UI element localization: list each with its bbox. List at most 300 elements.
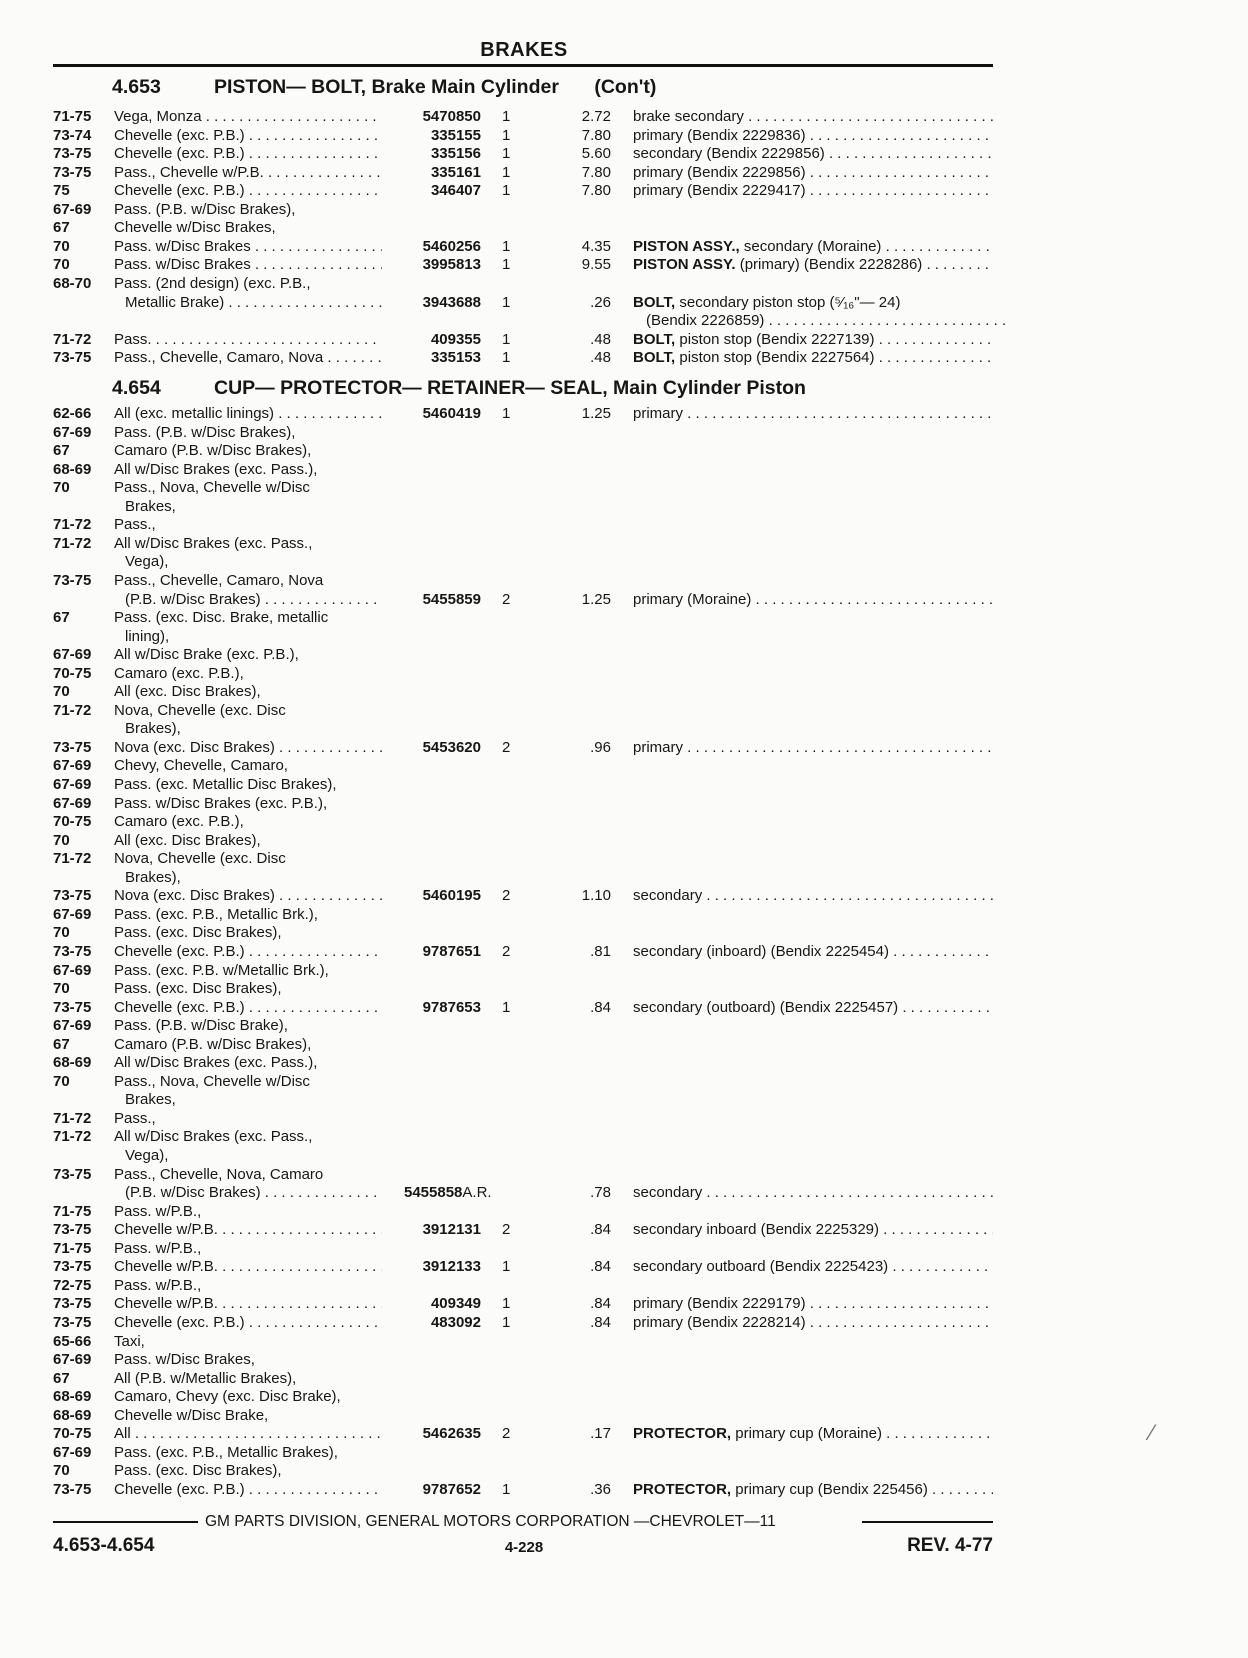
model-years: 68-69 bbox=[53, 460, 92, 478]
parts-row bbox=[0, 1203, 1248, 1221]
application-description: (P.B. w/Disc Brakes) . . . bbox=[125, 1184, 382, 1202]
model-years: 73-75 bbox=[53, 349, 92, 367]
model-years: 67-69 bbox=[53, 423, 92, 441]
application-description: Chevelle w/P.B. . . . bbox=[114, 1295, 382, 1313]
application-description: Pass. (exc. P.B. w/Metallic Brk.), bbox=[114, 961, 329, 979]
remarks bbox=[633, 127, 993, 145]
remarks bbox=[633, 1221, 993, 1239]
model-years: 62-66 bbox=[53, 405, 92, 422]
remark-text: primary (Bendix 2229179) bbox=[633, 1295, 806, 1313]
model-years: 68-69 bbox=[53, 1388, 92, 1406]
parts-row bbox=[0, 609, 1248, 627]
application-description: Brakes), bbox=[125, 720, 181, 738]
application-description: Metallic Brake) . . . bbox=[125, 294, 382, 312]
parts-row bbox=[0, 349, 1248, 367]
application-description: Pass. w/P.B., bbox=[114, 1202, 202, 1220]
part-type-label: BOLT, bbox=[633, 349, 676, 367]
model-years: 75 bbox=[53, 182, 70, 200]
application-description: Camaro (P.B. w/Disc Brakes), bbox=[114, 1035, 312, 1053]
application-description: Pass., Chevelle, Camaro, Nova . . . bbox=[114, 349, 382, 367]
parts-row bbox=[0, 1277, 1248, 1295]
application-description: All w/Disc Brake (exc. P.B.), bbox=[114, 646, 299, 664]
application-description: Chevelle (exc. P.B.) . . . bbox=[114, 943, 382, 961]
remark-text: primary (Moraine) bbox=[633, 590, 752, 608]
price: .36 bbox=[590, 1480, 611, 1498]
parts-row bbox=[0, 739, 1248, 757]
price: .84 bbox=[590, 1221, 611, 1239]
parts-row bbox=[0, 776, 1248, 794]
parts-row bbox=[0, 869, 1248, 887]
section-title: CUP— PROTECTOR— RETAINER— SEAL, Main Cylinder Piston bbox=[214, 377, 806, 399]
model-years: 70 bbox=[53, 831, 70, 849]
part-type-label: PROTECTOR, bbox=[633, 1480, 732, 1498]
part-number: 335161 bbox=[430, 163, 481, 181]
part-number: 335153 bbox=[430, 349, 481, 367]
part-number bbox=[404, 1184, 524, 1202]
application-description: Pass. w/Disc Brakes (exc. P.B.), bbox=[114, 794, 328, 812]
model-years: 67-69 bbox=[53, 757, 92, 775]
model-years: 70 bbox=[53, 256, 70, 274]
model-years: 73-75 bbox=[53, 571, 92, 589]
footer-publisher: GM PARTS DIVISION, GENERAL MOTORS CORPORATION —CHEVROLET—11 bbox=[205, 1513, 776, 1530]
price: 4.35 bbox=[581, 237, 611, 255]
model-years: 71-72 bbox=[53, 516, 92, 534]
parts-row bbox=[0, 312, 1248, 330]
parts-row bbox=[0, 980, 1248, 998]
section-number: 4.654 bbox=[112, 377, 161, 399]
remark-text: secondary (inboard) (Bendix 2225454) bbox=[633, 942, 889, 960]
remark-text: secondary bbox=[633, 887, 703, 905]
parts-row bbox=[0, 238, 1248, 256]
parts-row bbox=[0, 535, 1248, 553]
price: .84 bbox=[590, 1295, 611, 1313]
application-description: Chevelle (exc. P.B.) . . . bbox=[114, 1314, 382, 1332]
part-number: 5460256 bbox=[422, 237, 481, 255]
application-description: Pass. (exc. Disc Brakes), bbox=[114, 980, 282, 997]
price: .96 bbox=[590, 738, 611, 756]
footer-rule-left bbox=[53, 1521, 198, 1523]
application-description: Nova, Chevelle (exc. Disc bbox=[114, 850, 286, 868]
parts-row bbox=[0, 1407, 1248, 1425]
parts-row bbox=[0, 665, 1248, 683]
part-number: 5470850 bbox=[422, 108, 481, 125]
quantity: 1 bbox=[502, 1295, 511, 1313]
application-description: Pass. (2nd design) (exc. P.B., bbox=[114, 275, 311, 292]
model-years: 67-69 bbox=[53, 1351, 92, 1368]
section-heading-4653 bbox=[112, 76, 656, 99]
model-years: 70 bbox=[53, 980, 70, 997]
application-description: Vega, Monza . . . bbox=[114, 108, 382, 126]
remarks bbox=[633, 405, 993, 423]
model-years: 73-75 bbox=[53, 942, 92, 960]
part-number-value: 5455858 bbox=[404, 1184, 463, 1202]
remarks bbox=[633, 349, 993, 367]
part-type-label: PROTECTOR, bbox=[633, 1425, 732, 1443]
model-years: 73-75 bbox=[53, 1313, 92, 1331]
remark-text: primary bbox=[633, 738, 684, 756]
application-description: Pass. (P.B. w/Disc Brakes), bbox=[114, 200, 296, 218]
remarks bbox=[633, 999, 993, 1017]
model-years: 73-75 bbox=[53, 163, 92, 181]
part-number: 335155 bbox=[430, 126, 481, 144]
quantity: 1 bbox=[502, 293, 511, 311]
application-description: All w/Disc Brakes (exc. Pass., bbox=[114, 1128, 313, 1146]
remark-text: primary (Bendix 2229856) bbox=[633, 163, 806, 181]
remark-text: secondary (outboard) (Bendix 2225457) bbox=[633, 998, 899, 1016]
parts-row bbox=[0, 1073, 1248, 1091]
part-number: 3912131 bbox=[422, 1221, 481, 1239]
parts-row bbox=[0, 887, 1248, 905]
part-number: 3912133 bbox=[422, 1258, 481, 1276]
section-continued: (Con't) bbox=[594, 76, 657, 98]
section-title: PISTON— BOLT, Brake Main Cylinder bbox=[214, 76, 559, 98]
remarks bbox=[633, 1425, 993, 1443]
remark-text: primary (Bendix 2228214) bbox=[633, 1313, 806, 1331]
remarks bbox=[633, 331, 993, 349]
application-description: All (exc. Disc Brakes), bbox=[114, 831, 261, 849]
remark-text: secondary outboard (Bendix 2225423) bbox=[633, 1258, 889, 1276]
parts-row bbox=[0, 1017, 1248, 1035]
application-description: Pass. (exc. Disc Brakes), bbox=[114, 1462, 282, 1480]
part-number: 5453620 bbox=[422, 738, 481, 756]
remark-text: primary (Bendix 2229836) bbox=[633, 126, 806, 144]
application-description: All . . . bbox=[114, 1425, 382, 1443]
application-description: Pass., Chevelle w/P.B. . . . bbox=[114, 164, 382, 182]
application-description: Pass. (exc. P.B., Metallic Brk.), bbox=[114, 905, 318, 923]
model-years: 67-69 bbox=[53, 905, 92, 923]
model-years: 70 bbox=[53, 479, 70, 497]
price: .78 bbox=[590, 1184, 611, 1202]
parts-row bbox=[0, 442, 1248, 460]
model-years: 70 bbox=[53, 1462, 70, 1480]
parts-row bbox=[0, 591, 1248, 609]
remark-text: (primary) (Bendix 2228286) bbox=[739, 256, 923, 274]
remark-text: secondary (Moraine) bbox=[743, 237, 882, 255]
model-years: 71-72 bbox=[53, 330, 92, 348]
application-description: Pass. (exc. Disc. Brake, metallic bbox=[114, 609, 329, 626]
application-description: Nova (exc. Disc Brakes) . . . bbox=[114, 739, 382, 757]
application-description: All w/Disc Brakes (exc. Pass.), bbox=[114, 1054, 318, 1072]
remark-text: piston stop (Bendix 2227139) bbox=[679, 330, 875, 348]
part-number: 5460195 bbox=[422, 887, 481, 905]
parts-row bbox=[0, 683, 1248, 701]
parts-row bbox=[0, 553, 1248, 571]
parts-row bbox=[0, 1240, 1248, 1258]
parts-row bbox=[0, 999, 1248, 1017]
quantity: 1 bbox=[502, 182, 511, 200]
parts-row bbox=[0, 924, 1248, 942]
model-years: 71-72 bbox=[53, 850, 92, 868]
remark-text: piston stop (Bendix 2227564) bbox=[679, 349, 875, 367]
quantity: 2 bbox=[502, 590, 511, 608]
section-number: 4.653 bbox=[112, 76, 161, 98]
model-years: 67-69 bbox=[53, 1443, 92, 1461]
part-number: 9787653 bbox=[422, 998, 481, 1016]
quantity: 1 bbox=[502, 163, 511, 181]
parts-row bbox=[0, 275, 1248, 293]
application-description: Camaro, Chevy (exc. Disc Brake), bbox=[114, 1388, 341, 1406]
model-years: 68-70 bbox=[53, 275, 92, 292]
price: .84 bbox=[590, 1313, 611, 1331]
model-years: 67-69 bbox=[53, 646, 92, 664]
parts-row bbox=[0, 628, 1248, 646]
parts-row bbox=[0, 1221, 1248, 1239]
model-years: 70 bbox=[53, 683, 70, 701]
quantity: 2 bbox=[502, 1425, 511, 1443]
application-description: All w/Disc Brakes (exc. Pass., bbox=[114, 534, 313, 552]
parts-row bbox=[0, 164, 1248, 182]
model-years: 73-75 bbox=[53, 887, 92, 905]
model-years: 73-75 bbox=[53, 1295, 92, 1313]
remark-text: primary bbox=[633, 405, 684, 422]
part-number: 9787651 bbox=[422, 942, 481, 960]
application-description: Pass. w/Disc Brakes . . . bbox=[114, 238, 382, 256]
parts-row bbox=[0, 516, 1248, 534]
part-number: 5460419 bbox=[422, 405, 481, 422]
application-description: Nova, Chevelle (exc. Disc bbox=[114, 701, 286, 719]
parts-row bbox=[0, 1462, 1248, 1480]
quantity: 1 bbox=[502, 330, 511, 348]
quantity: 2 bbox=[502, 942, 511, 960]
application-description: Pass. (exc. Disc Brakes), bbox=[114, 924, 282, 942]
price: 1.25 bbox=[581, 405, 611, 422]
model-years: 67 bbox=[53, 442, 70, 460]
model-years: 73-74 bbox=[53, 126, 92, 144]
remarks bbox=[633, 1481, 993, 1499]
model-years: 73-75 bbox=[53, 145, 92, 163]
remarks bbox=[633, 591, 993, 609]
parts-row bbox=[0, 201, 1248, 219]
part-number: 3943688 bbox=[422, 293, 481, 311]
model-years: 71-72 bbox=[53, 701, 92, 719]
application-description: Pass. w/Disc Brakes . . . bbox=[114, 256, 382, 274]
parts-row bbox=[0, 1036, 1248, 1054]
remarks bbox=[633, 238, 993, 256]
model-years: 71-72 bbox=[53, 1109, 92, 1127]
application-description: Camaro (exc. P.B.), bbox=[114, 813, 244, 831]
model-years: 70 bbox=[53, 1072, 70, 1090]
price: 9.55 bbox=[581, 256, 611, 274]
application-description: Pass., bbox=[114, 516, 156, 534]
application-description: Pass. (P.B. w/Disc Brake), bbox=[114, 1017, 288, 1035]
parts-row bbox=[0, 479, 1248, 497]
application-description: (P.B. w/Disc Brakes) . . . bbox=[125, 591, 382, 609]
application-description: Chevelle (exc. P.B.) . . . bbox=[114, 182, 382, 200]
part-type-label: BOLT, bbox=[633, 330, 676, 348]
application-description: Pass. w/P.B., bbox=[114, 1276, 202, 1294]
application-description: Chevelle w/Disc Brakes, bbox=[114, 219, 276, 237]
application-description: All w/Disc Brakes (exc. Pass.), bbox=[114, 460, 318, 478]
footer-section-range: 4.653-4.654 bbox=[53, 1535, 155, 1556]
parts-row bbox=[0, 1444, 1248, 1462]
remark-text: primary (Bendix 2229417) bbox=[633, 182, 806, 200]
parts-row bbox=[0, 813, 1248, 831]
application-description: Pass. (exc. Metallic Disc Brakes), bbox=[114, 776, 337, 793]
model-years: 71-75 bbox=[53, 1202, 92, 1220]
quantity: 2 bbox=[502, 738, 511, 756]
parts-row bbox=[0, 1388, 1248, 1406]
remarks bbox=[633, 294, 993, 312]
model-years: 71-72 bbox=[53, 1128, 92, 1146]
footer-page-number: 4-228 bbox=[504, 1539, 544, 1556]
parts-row bbox=[0, 1481, 1248, 1499]
model-years: 68-69 bbox=[53, 1406, 92, 1424]
parts-row bbox=[0, 1184, 1248, 1202]
application-description: Brakes), bbox=[125, 868, 181, 886]
application-description: Brakes, bbox=[125, 1091, 176, 1109]
part-number: 409355 bbox=[430, 330, 481, 348]
remark-text: brake secondary bbox=[633, 108, 744, 125]
remarks bbox=[646, 312, 1006, 330]
parts-row bbox=[0, 405, 1248, 423]
parts-row bbox=[0, 1258, 1248, 1276]
parts-row bbox=[0, 256, 1248, 274]
application-description: Camaro (exc. P.B.), bbox=[114, 664, 244, 682]
parts-row bbox=[0, 962, 1248, 980]
part-number: 5462635 bbox=[422, 1425, 481, 1443]
part-type-label: BOLT, bbox=[633, 293, 676, 311]
application-description: Pass., Chevelle, Nova, Camaro bbox=[114, 1165, 324, 1183]
model-years: 70-75 bbox=[53, 664, 92, 682]
application-description: Pass., bbox=[114, 1109, 156, 1127]
part-number: 3995813 bbox=[422, 256, 481, 274]
footer-rule-right bbox=[862, 1521, 993, 1523]
parts-row bbox=[0, 127, 1248, 145]
parts-row bbox=[0, 646, 1248, 664]
remarks bbox=[633, 108, 993, 126]
parts-row bbox=[0, 1370, 1248, 1388]
model-years: 73-75 bbox=[53, 738, 92, 756]
remarks bbox=[633, 1184, 993, 1202]
application-description: Chevelle (exc. P.B.) . . . bbox=[114, 1481, 382, 1499]
price: .17 bbox=[590, 1425, 611, 1443]
price: .26 bbox=[590, 293, 611, 311]
model-years: 67 bbox=[53, 1035, 70, 1053]
quantity: A.R. bbox=[462, 1184, 492, 1202]
remarks bbox=[633, 164, 993, 182]
part-number: 346407 bbox=[430, 182, 481, 200]
application-description: Brakes, bbox=[125, 497, 176, 515]
remarks bbox=[633, 943, 993, 961]
model-years: 67-69 bbox=[53, 776, 92, 793]
application-description: Pass. w/Disc Brakes, bbox=[114, 1351, 255, 1368]
remarks bbox=[633, 887, 993, 905]
model-years: 73-75 bbox=[53, 998, 92, 1016]
header-rule bbox=[53, 64, 993, 67]
parts-row bbox=[0, 461, 1248, 479]
application-description: Chevelle w/P.B. . . . bbox=[114, 1221, 382, 1239]
quantity: 1 bbox=[502, 349, 511, 367]
model-years: 73-75 bbox=[53, 1221, 92, 1239]
remarks bbox=[633, 1314, 993, 1332]
part-number: 483092 bbox=[430, 1313, 481, 1331]
model-years: 65-66 bbox=[53, 1332, 92, 1350]
model-years: 67-69 bbox=[53, 200, 92, 218]
application-description: Vega), bbox=[125, 553, 169, 571]
parts-row bbox=[0, 943, 1248, 961]
remark-text: primary cup (Moraine) bbox=[735, 1425, 882, 1443]
quantity: 1 bbox=[502, 405, 511, 422]
application-description: Nova (exc. Disc Brakes) . . . bbox=[114, 887, 382, 905]
parts-row bbox=[0, 1351, 1248, 1369]
parts-row bbox=[0, 182, 1248, 200]
part-number: 9787652 bbox=[422, 1480, 481, 1498]
model-years: 70 bbox=[53, 237, 70, 255]
parts-row bbox=[0, 832, 1248, 850]
parts-row bbox=[0, 795, 1248, 813]
application-description: All (exc. metallic linings) . . . bbox=[114, 405, 382, 423]
price: .84 bbox=[590, 998, 611, 1016]
price: 7.80 bbox=[581, 182, 611, 200]
footer-revision: REV. 4-77 bbox=[907, 1535, 993, 1556]
parts-row bbox=[0, 498, 1248, 516]
quantity: 1 bbox=[502, 256, 511, 274]
application-description: All (exc. Disc Brakes), bbox=[114, 683, 261, 701]
parts-row bbox=[0, 1295, 1248, 1313]
quantity: 1 bbox=[502, 998, 511, 1016]
model-years: 71-75 bbox=[53, 108, 92, 125]
application-description: Chevelle (exc. P.B.) . . . bbox=[114, 999, 382, 1017]
remarks bbox=[633, 739, 993, 757]
model-years: 70-75 bbox=[53, 1425, 92, 1443]
price: 1.25 bbox=[581, 590, 611, 608]
model-years: 70-75 bbox=[53, 813, 92, 831]
model-years: 67 bbox=[53, 1369, 70, 1387]
remark-text: secondary inboard (Bendix 2225329) bbox=[633, 1221, 879, 1239]
parts-row bbox=[0, 108, 1248, 126]
price: 5.60 bbox=[581, 145, 611, 163]
parts-row bbox=[0, 906, 1248, 924]
quantity: 1 bbox=[502, 1480, 511, 1498]
scan-mark: ⁄ bbox=[1150, 1420, 1154, 1445]
price: .84 bbox=[590, 1258, 611, 1276]
application-description: Chevy, Chevelle, Camaro, bbox=[114, 757, 288, 775]
section-heading-4654 bbox=[112, 377, 806, 400]
application-description: Pass., Nova, Chevelle w/Disc bbox=[114, 1072, 310, 1090]
parts-row bbox=[0, 219, 1248, 237]
parts-row bbox=[0, 424, 1248, 442]
parts-row bbox=[0, 1166, 1248, 1184]
model-years: 67-69 bbox=[53, 794, 92, 812]
application-description: Chevelle w/Disc Brake, bbox=[114, 1406, 269, 1424]
quantity: 2 bbox=[502, 887, 511, 905]
application-description: Pass., Chevelle, Camaro, Nova bbox=[114, 571, 324, 589]
quantity: 1 bbox=[502, 145, 511, 163]
parts-row bbox=[0, 331, 1248, 349]
remarks bbox=[633, 182, 993, 200]
parts-row bbox=[0, 1054, 1248, 1072]
parts-row bbox=[0, 720, 1248, 738]
parts-row bbox=[0, 294, 1248, 312]
application-description: Pass. w/P.B., bbox=[114, 1239, 202, 1257]
quantity: 1 bbox=[502, 1258, 511, 1276]
application-description: Vega), bbox=[125, 1147, 169, 1164]
parts-row bbox=[0, 145, 1248, 163]
parts-row bbox=[0, 1314, 1248, 1332]
parts-row bbox=[0, 1110, 1248, 1128]
parts-row bbox=[0, 572, 1248, 590]
application-description: lining), bbox=[125, 627, 170, 645]
remarks bbox=[633, 145, 993, 163]
remark-text: (Bendix 2226859) bbox=[646, 312, 765, 330]
remark-text: secondary piston stop (⁵⁄₁₆"— 24) bbox=[679, 293, 901, 311]
application-description: Pass. . . . bbox=[114, 331, 382, 349]
application-description: Chevelle (exc. P.B.) . . . bbox=[114, 145, 382, 163]
price: 2.72 bbox=[581, 108, 611, 125]
model-years: 67-69 bbox=[53, 1017, 92, 1035]
price: .48 bbox=[590, 330, 611, 348]
remarks bbox=[633, 1258, 993, 1276]
